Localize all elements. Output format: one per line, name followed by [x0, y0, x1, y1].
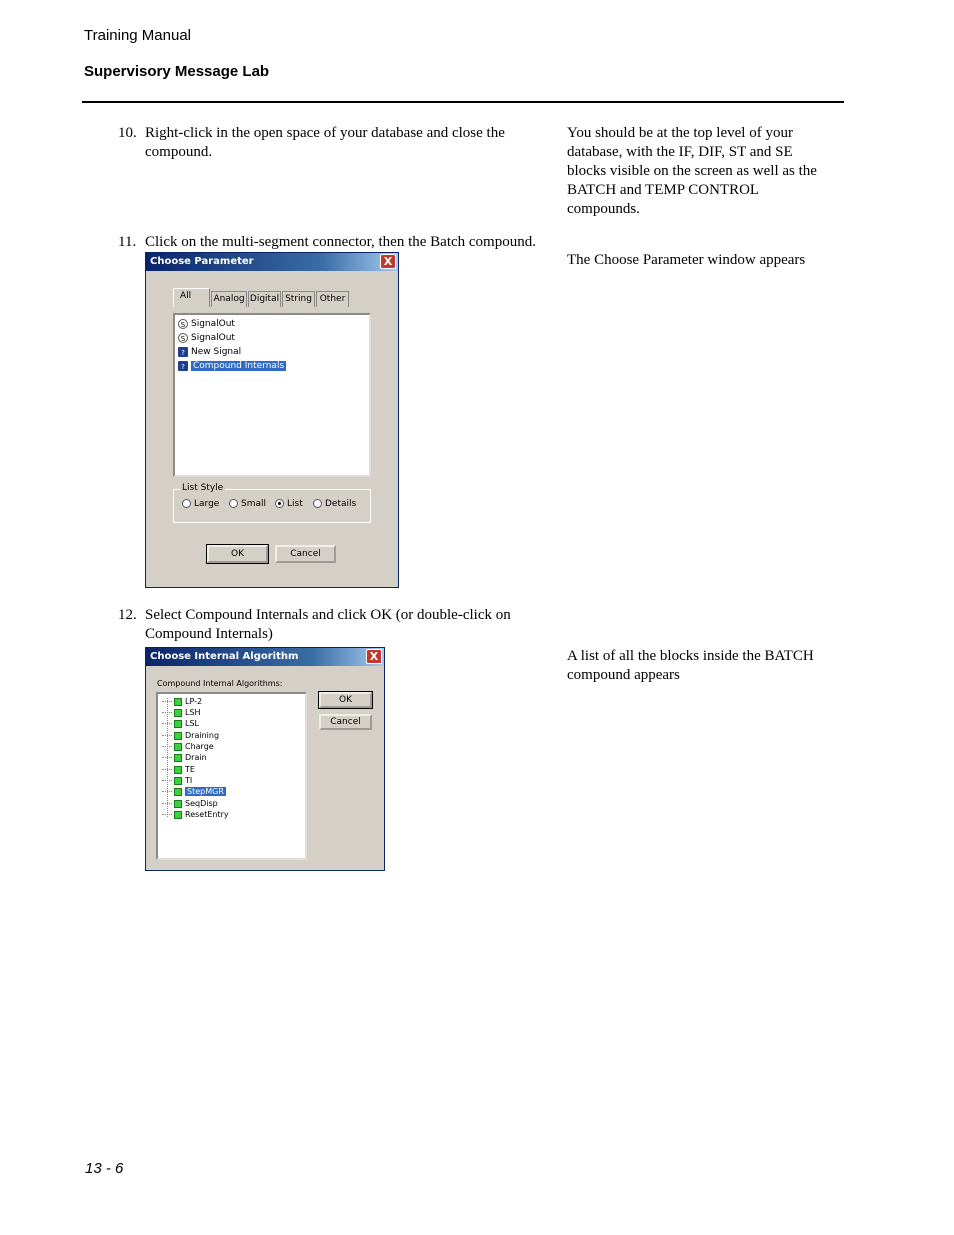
tab-other[interactable]: Other	[316, 291, 349, 307]
dialog-titlebar	[146, 648, 384, 666]
running-header-manual: Training Manual	[84, 27, 191, 44]
radio-icon	[182, 499, 191, 508]
choose-internal-algorithm-dialog	[145, 647, 385, 871]
list-item-label: SignalOut	[191, 319, 235, 329]
dialog-title: Choose Internal Algorithm	[150, 651, 299, 662]
step-11-note: The Choose Parameter window appears	[567, 252, 806, 268]
ok-button[interactable]: OK	[319, 692, 372, 708]
list-item-label: New Signal	[191, 347, 242, 357]
block-icon	[174, 811, 182, 819]
block-icon	[174, 698, 182, 706]
list-item-selected[interactable]	[178, 360, 286, 373]
list-item[interactable]	[178, 346, 241, 359]
dialog-titlebar	[146, 253, 398, 271]
tree-item-label: LP-2	[185, 697, 203, 706]
tree-item[interactable]	[162, 707, 201, 718]
choose-parameter-dialog	[145, 252, 399, 588]
radio-small[interactable]	[229, 499, 266, 509]
tree-item-label: SeqDisp	[185, 799, 218, 808]
radio-details[interactable]	[313, 499, 356, 509]
running-header-section: Supervisory Message Lab	[84, 63, 270, 80]
tab-string[interactable]: String	[282, 291, 315, 307]
tab-analog[interactable]: Analog	[211, 291, 247, 307]
tree-item[interactable]	[162, 775, 192, 786]
step-text: Click on the multi-segment connector, then the Batch compound.	[145, 234, 536, 250]
close-icon[interactable]: X	[380, 254, 396, 269]
step-12-note: A list of all the blocks inside the BATCH compound appears	[567, 648, 814, 683]
radio-label: Small	[241, 499, 266, 509]
radio-label: Details	[325, 499, 357, 509]
tree-item-label: StepMGR	[187, 787, 224, 796]
tab-all[interactable]: All	[173, 288, 210, 307]
algorithm-tree[interactable]	[156, 692, 307, 860]
tree-item-label: LSH	[185, 708, 201, 717]
tree-item-label: Drain	[185, 753, 207, 762]
cancel-button[interactable]: Cancel	[319, 714, 372, 730]
radio-label: Large	[194, 499, 220, 509]
block-icon	[174, 754, 182, 762]
ok-button[interactable]: OK	[207, 545, 268, 563]
list-style-group	[173, 483, 371, 523]
header-rule	[82, 101, 844, 103]
radio-icon	[313, 499, 322, 508]
tree-item-label: TE	[185, 765, 195, 774]
signal-icon: S	[178, 333, 188, 343]
tree-item[interactable]	[162, 798, 218, 809]
tab-digital[interactable]: Digital	[248, 291, 281, 307]
close-icon[interactable]: X	[366, 649, 382, 664]
list-item[interactable]	[178, 332, 235, 345]
tree-item[interactable]	[162, 718, 199, 729]
list-style-label: List Style	[182, 483, 224, 493]
tree-item[interactable]	[162, 752, 207, 763]
block-icon	[174, 709, 182, 717]
tree-item[interactable]	[162, 741, 214, 752]
signal-icon: S	[178, 319, 188, 329]
tab-strip	[173, 291, 371, 307]
page-number: 13 - 6	[85, 1160, 124, 1177]
list-item-label: Compound Internals	[193, 361, 285, 371]
algorithm-list-label: Compound Internal Algorithms:	[157, 679, 283, 688]
radio-large[interactable]	[182, 499, 219, 509]
radio-list[interactable]	[275, 499, 303, 509]
step-10-note: You should be at the top level of your database, with the IF, DIF, ST and SE blocks visible on the screen as well as the BATCH and TEMP CONTROL compounds.	[567, 125, 817, 217]
unknown-icon: ?	[178, 361, 188, 371]
radio-selected-icon	[275, 499, 284, 508]
step-number: 12.	[118, 607, 137, 623]
tree-item-label: ResetEntry	[185, 810, 229, 819]
list-item[interactable]	[178, 318, 235, 331]
tree-item[interactable]	[162, 809, 229, 820]
tree-item[interactable]	[162, 730, 219, 741]
tree-item-label: Charge	[185, 742, 214, 751]
step-text: Right-click in the open space of your database and close the compound.	[145, 125, 505, 160]
tree-item-label: TI	[185, 776, 193, 785]
step-number: 10.	[118, 125, 137, 141]
dialog-title: Choose Parameter	[150, 256, 254, 267]
step-number: 11.	[118, 234, 137, 250]
block-icon	[174, 732, 182, 740]
step-text: Select Compound Internals and click OK (or double-click on Compound Internals)	[145, 607, 511, 642]
tree-item-label: Draining	[185, 731, 220, 740]
tree-item[interactable]	[162, 764, 195, 775]
radio-icon	[229, 499, 238, 508]
tree-item[interactable]	[162, 696, 202, 707]
block-icon	[174, 788, 182, 796]
parameter-list[interactable]	[173, 313, 371, 477]
block-icon	[174, 800, 182, 808]
list-item-label: SignalOut	[191, 333, 235, 343]
block-icon	[174, 766, 182, 774]
block-icon	[174, 720, 182, 728]
block-icon	[174, 777, 182, 785]
unknown-icon: ?	[178, 347, 188, 357]
tree-item-label: LSL	[185, 719, 199, 728]
block-icon	[174, 743, 182, 751]
radio-label: List	[287, 499, 303, 509]
cancel-button[interactable]: Cancel	[275, 545, 336, 563]
tree-item-selected[interactable]	[162, 786, 226, 797]
